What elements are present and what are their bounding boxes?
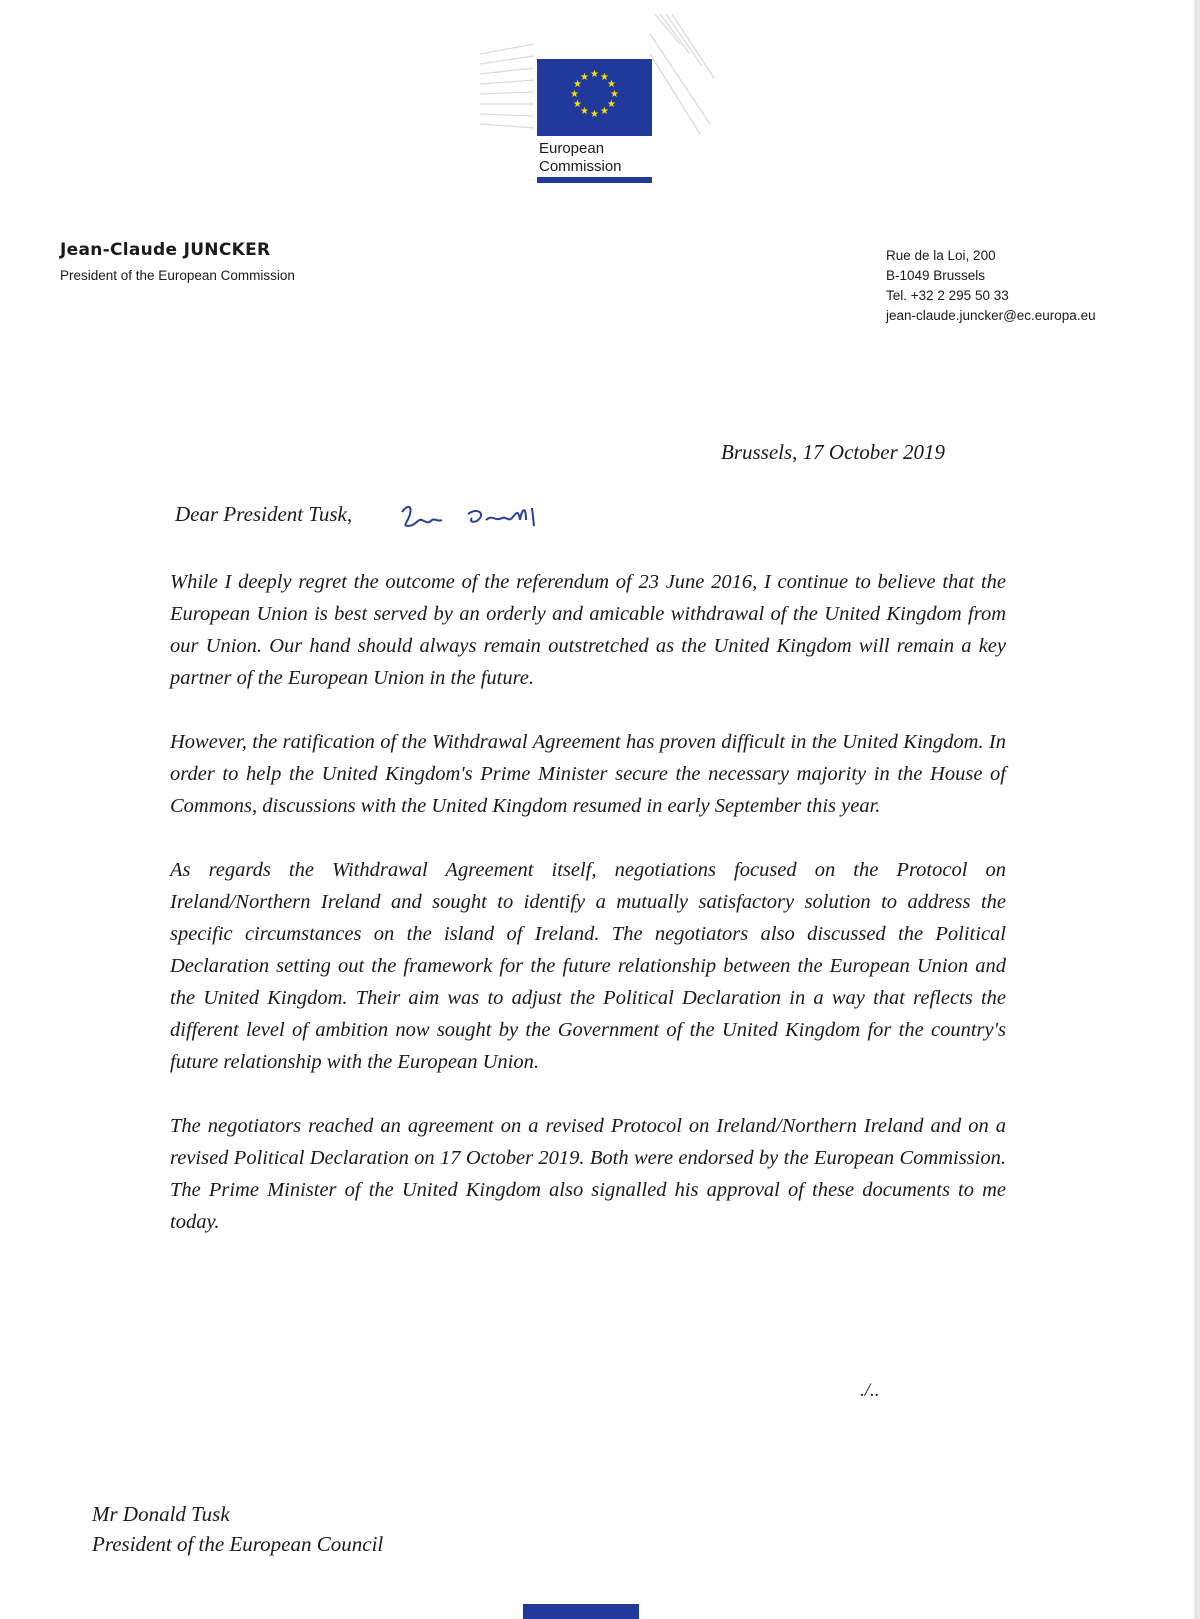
letter-body [170,566,1006,1270]
sender-role: President of the European Commission [60,268,295,283]
svg-text:★: ★ [590,69,599,80]
svg-text:★: ★ [573,79,582,90]
paragraph-2: However, the ratification of the Withdrawal Agreement has proven difficult in the United Kingdom. In order to help the United Kingdom's Prime Minister secure the necessary majority in the House of Commons, discussions with the United Kingdom resumed in early September this year. [170,731,1006,817]
svg-text:★: ★ [580,106,589,117]
recipient-name: Mr Donald Tusk [92,1502,230,1526]
svg-text:★: ★ [607,99,616,110]
svg-text:★: ★ [610,89,619,100]
address-street: Rue de la Loi, 200 [886,248,996,263]
address-email: jean-claude.juncker@ec.europa.eu [886,308,1096,323]
continuation-mark: ./.. [860,1380,880,1401]
footer-bar [523,1604,639,1619]
svg-text:★: ★ [607,79,616,90]
address-city: B-1049 Brussels [886,268,986,283]
paragraph-3: As regards the Withdrawal Agreement itself, negotiations focused on the Protocol on Ireland/Northern Ireland and sought to identify a mutually satisfactory solution to address the specific circumstances on the island of Ireland. The negotiators also discussed the Political Declaration setting out the framework for the future relationship between the European Union and the United Kingdom. Their aim was to adjust the Political Declaration in a way that reflects the different level of ambition now sought by the Government of the United Kingdom for the country's future relationship with the European Union. [170,859,1006,1073]
letter-date: Brussels, 17 October 2019 [721,440,945,464]
svg-text:★: ★ [590,109,599,120]
svg-text:★: ★ [600,72,609,83]
svg-text:★: ★ [580,72,589,83]
address-tel: Tel. +32 2 295 50 33 [886,288,1009,303]
svg-text:★: ★ [570,89,579,100]
handwritten-greeting-signature [398,500,558,534]
recipient-title: President of the European Council [92,1532,384,1556]
address-block [886,246,1096,326]
paragraph-4: The negotiators reached an agreement on a revised Protocol on Ireland/Northern Ireland and on a revised Political Declaration on 17 October 2019. Both were endorsed by the European Commission. The Prime Minister of the United Kingdom also signalled his approval of these documents to me today. [170,1115,1006,1233]
recipient-block [92,1499,383,1559]
logo-underline [537,177,652,183]
page-edge [1194,0,1200,1619]
paragraph-1: While I deeply regret the outcome of the referendum of 23 June 2016, I continue to believe that the European Union is best served by an orderly and amicable withdrawal of the United Kingdom from our Union. Our hand should always remain outstretched as the United Kingdom will remain a key partner of the European Union in the future. [170,571,1006,689]
salutation: Dear President Tusk, [175,502,353,526]
sender-name: Jean-Claude JUNCKER [60,240,271,260]
logo-label: European Commission [539,140,622,175]
svg-text:★: ★ [573,99,582,110]
svg-text:★: ★ [600,106,609,117]
